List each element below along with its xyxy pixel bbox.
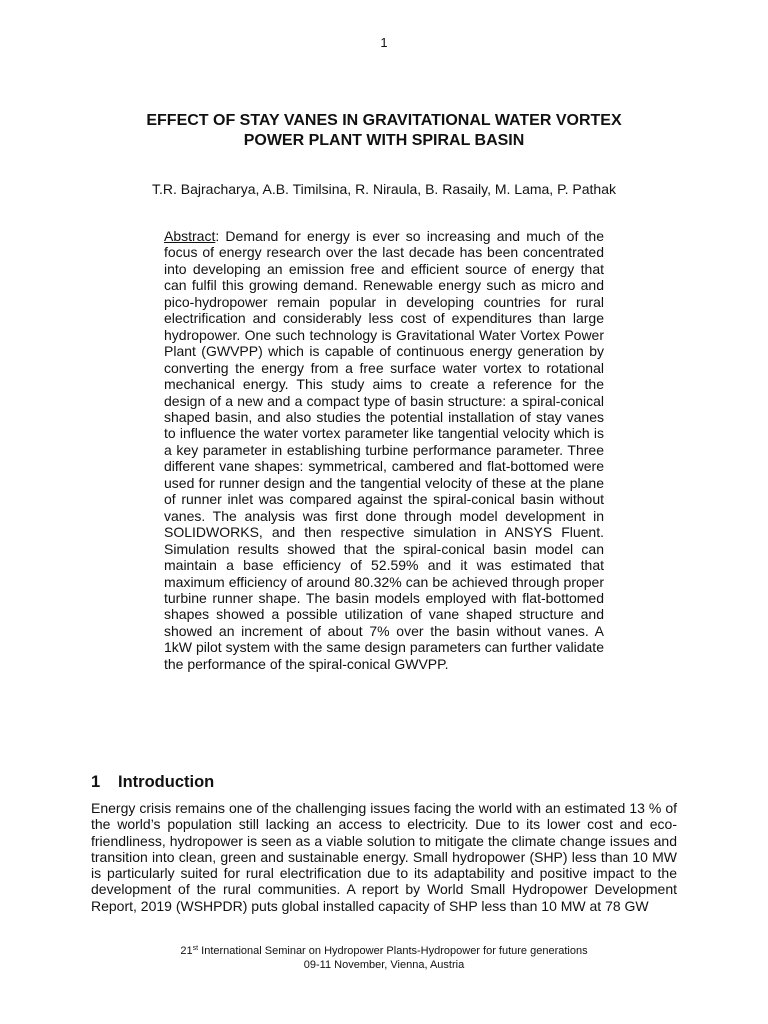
section-heading <box>91 772 214 792</box>
abstract-paragraph <box>164 228 604 672</box>
abstract-label: Abstract <box>164 228 216 244</box>
introduction-paragraph: Energy crisis remains one of the challenging issues facing the world with an estimated 13 % of the world’s population still lacking an access to electricity. Due to its lower cost and eco-friendliness, hydropower is seen as a viable solution to mitigate the climate change issues and transition into clean, green and sustainable energy. Small hydropower (SHP) less than 10 MW is particularly suited for rural electrification due to its adaptability and positive impact to the development of the rural communities. A report by World Small Hydropower Development Report, 2019 (WSHPDR) puts global installed capacity of SHP less than 10 MW at 78 GW <box>91 800 677 914</box>
section-number: 1 <box>91 773 101 791</box>
footer-line-1 <box>0 944 768 958</box>
footer-ordinal-number: 21 <box>180 945 193 957</box>
footer-seminar-name: International Seminar on Hydropower Plants-Hydropower for future generations <box>198 945 588 957</box>
footer-ordinal-suffix: st <box>192 945 199 952</box>
section-title: Introduction <box>118 773 215 791</box>
paper-title <box>60 111 708 151</box>
title-line-1: EFFECT OF STAY VANES IN GRAVITATIONAL WATER VORTEX <box>146 112 622 129</box>
abstract-text: : Demand for energy is ever so increasing and much of the focus of energy research over the last decade has been concentrated into developing an emission free and efficient source of energy that can fulfil this growing demand. Renewable energy such as micro and pico-hydropower remain popular in developing countries for rural electrification and considerably less cost of expenditures than large hydropower. One such technology is Gravitational Water Vortex Power Plant (GWVPP) which is capable of continuous energy generation by converting the energy from a free surface water vortex to rotational mechanical energy. This study aims to create a reference for the design of a new and a compact type of basin structure: a spiral-conical shaped basin, and also studies the potential installation of stay vanes to influence the water vortex parameter like tangential velocity which is a key parameter in establishing turbine performance parameter. Three different vane shapes: symmetrical, cambered and flat-bottomed were used for runner design and the tangential velocity of these at the plane of runner inlet was compared against the spiral-conical basin without vanes. The analysis was first done through model development in SOLIDWORKS, and then respective simulation in ANSYS Fluent. Simulation results showed that the spiral-conical basin model can maintain a base efficiency of 52.59% and it was estimated that maximum efficiency of around 80.32% can be achieved through proper turbine runner shape. The basin models employed with flat-bottomed shapes showed a possible utilization of vane shaped structure and showed an increment of about 7% over the basin without vanes. A 1kW pilot system with the same design parameters can further validate the performance of the spiral-conical GWVPP. <box>164 228 604 672</box>
footer-line-2: 09-11 November, Vienna, Austria <box>303 959 465 971</box>
author-list: T.R. Bajracharya, A.B. Timilsina, R. Niraula, B. Rasaily, M. Lama, P. Pathak <box>152 181 616 197</box>
title-line-2: POWER PLANT WITH SPIRAL BASIN <box>243 132 525 149</box>
page-footer <box>0 944 768 972</box>
page-number: 1 <box>380 35 388 50</box>
